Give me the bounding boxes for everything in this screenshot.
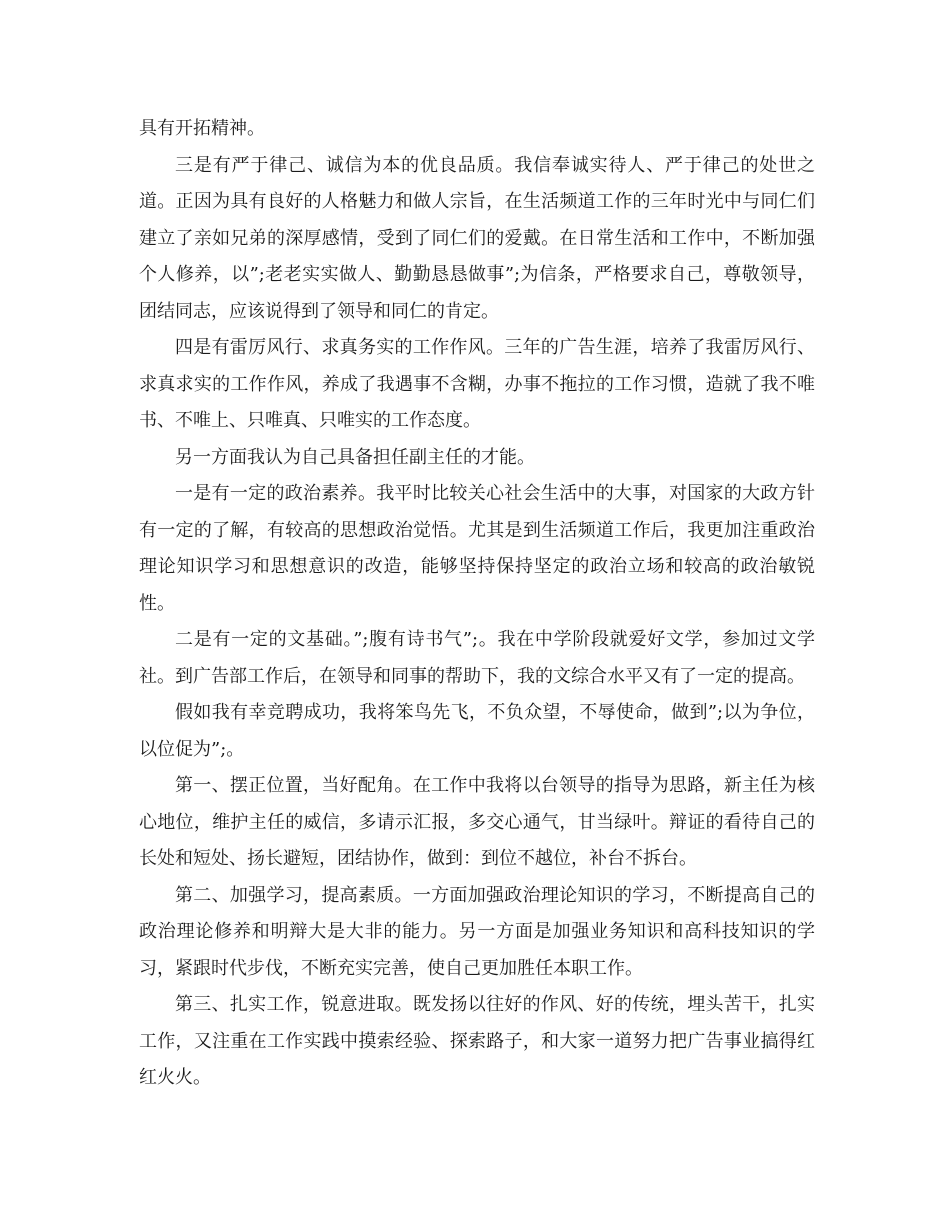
paragraph-2: 三是有严于律己、诚信为本的优良品质。我信奉诚实待人、严于律己的处世之道。正因为具有良好的人格魅力和做人宗旨，在生活频道工作的三年时光中与同仁们建立了亲如兄弟的深厚感情，受到了同仁们的爱戴。在日常生活和工作中，不断加强个人修养，以”;老老实实做人、勤勤恳恳做事”;为信条，严格要求自己，尊敬领导，团结同志，应该说得到了领导和同仁的肯定。 — [139, 154, 815, 322]
paragraph-4: 另一方面我认为自己具备担任副主任的才能。 — [175, 446, 535, 468]
paragraph-8: 第一、摆正位置，当好配角。在工作中我将以台领导的指导为思路，新主任为核心地位，维护主任的威信，多请示汇报，多交心通气，甘当绿叶。辩证的看待自己的长处和短处、扬长避短，团结协作，做到：到位不越位，补台不拆台。 — [139, 775, 815, 869]
paragraph-1: 具有开拓精神。 — [139, 118, 265, 139]
paragraph-9: 第二、加强学习，提高素质。一方面加强政治理论知识的学习，不断提高自己的政治理论修养和明辩大是大非的能力。另一方面是加强业务知识和高科技知识的学习，紧跟时代步伐，不断充实完善，使自己更加胜任本职工作。 — [139, 884, 815, 979]
paragraph-7: 假如我有幸竞聘成功，我将笨鸟先飞，不负众望，不辱使命，做到”;以为争位，以位促为”;。 — [139, 702, 815, 760]
document-body — [139, 111, 815, 1097]
paragraph-5: 一是有一定的政治素养。我平时比较关心社会生活中的大事，对国家的大政方针有一定的了解，有较高的思想政治觉悟。尤其是到生活频道工作后，我更加注重政治理论知识学习和思想意识的改造，能够坚持保持坚定的政治立场和较高的政治敏锐性。 — [139, 483, 815, 614]
paragraph-3: 四是有雷厉风行、求真务实的工作作风。三年的广告生涯，培养了我雷厉风行、求真求实的工作作风，养成了我遇事不含糊，办事不拖拉的工作习惯，造就了我不唯书、不唯上、只唯真、只唯实的工作态度。 — [139, 337, 815, 431]
paragraph-10: 第三、扎实工作，锐意进取。既发扬以往好的作风、好的传统，埋头苦干，扎实工作，又注重在工作实践中摸索经验、探索路子，和大家一道努力把广告事业搞得红红火火。 — [139, 994, 815, 1088]
paragraph-6: 二是有一定的文基础。”;腹有诗书气”;。我在中学阶段就爱好文学，参加过文学社。到广告部工作后，在领导和同事的帮助下，我的文综合水平又有了一定的提高。 — [139, 629, 815, 687]
